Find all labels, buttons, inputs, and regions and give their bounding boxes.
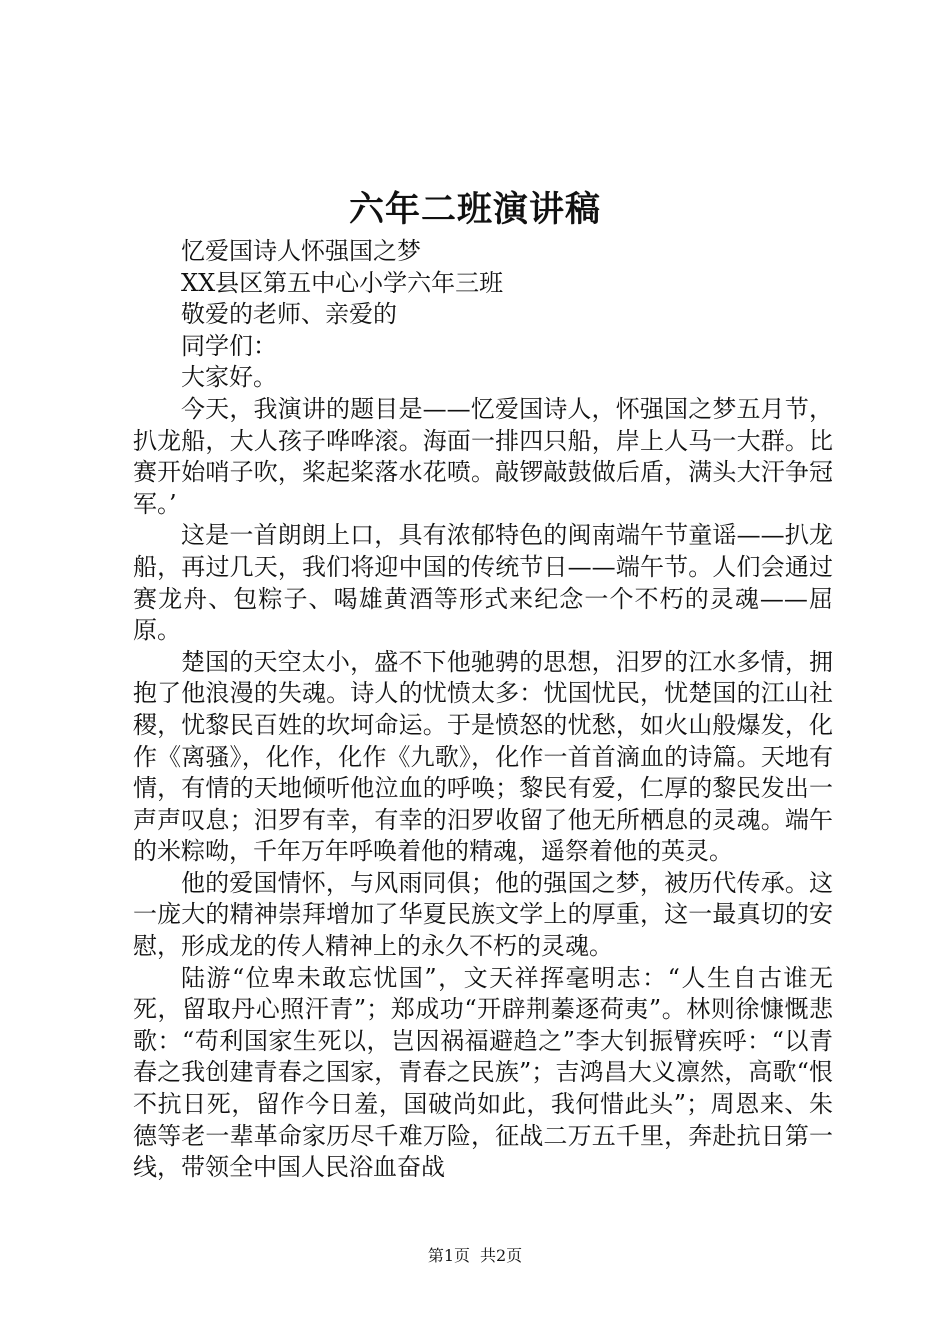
page-number: 第1页 (427, 1246, 470, 1265)
paragraph-nursery-rhyme: 这是一首朗朗上口，具有浓郁特色的闽南端午节童谣——扒龙船，再过几天，我们将迎中国的传统节日——端午节。人们会通过赛龙舟、包粽子、喝雄黄酒等形式来纪念一个不朽的灵魂——屈原。 (133, 521, 833, 645)
salutation-students: 同学们： (181, 331, 277, 360)
page-footer (0, 1246, 950, 1266)
speech-subtitle: 忆爱国诗人怀强国之梦 (181, 237, 421, 265)
paragraph-patriotism: 他的爱国情怀，与风雨同俱；他的强国之梦，被历代传承。这一庞大的精神崇拜增加了华夏民族文学上的厚重，这一最真切的安慰，形成龙的传人精神上的永久不朽的灵魂。 (133, 868, 833, 961)
greeting-line: 大家好。 (181, 363, 277, 392)
school-class-line: XX县区第五中心小学六年三班 (181, 268, 504, 297)
page-total: 共2页 (480, 1246, 523, 1265)
salutation-line: 敬爱的老师、亲爱的 (181, 300, 397, 329)
document-title: 六年二班演讲稿 (348, 189, 601, 230)
paragraph-intro: 今天，我演讲的题目是——忆爱国诗人，怀强国之梦五月节，扒龙船，大人孩子哗哗滚。海面一排四只船，岸上人马一大群。比赛开始哨子吹，桨起桨落水花喷。敲锣敲鼓做后盾，满头大汗争冠军。’ (133, 394, 833, 518)
paragraph-historical-figures: 陆游“位卑未敢忘忧国”，文天祥挥毫明志：“人生自古谁无死，留取丹心照汗青”；郑成功“开辟荆蓁逐荷夷”。林则徐慷慨悲歌：“苟利国家生死以，岂因祸福避趋之”李大钊振臂疾呼：“以青春之我创建青春之国家，青春之民族”；吉鸿昌大义凛然，高歌“恨不抗日死，留作今日羞，国破尚如此，我何惜此头”；周恩来、朱德等老一辈革命家历尽千难万险，征战二万五千里，奔赴抗日第一线，带领全中国人民浴血奋战 (133, 963, 833, 1182)
document-body (133, 236, 833, 1184)
paragraph-chu-state: 楚国的天空太小，盛不下他驰骋的思想，汨罗的江水多情，拥抱了他浪漫的失魂。诗人的忧愤太多：忧国忧民，忧楚国的江山社稷，忧黎民百姓的坎坷命运。于是愤怒的忧愁，如火山般爆发，化作《离骚》，化作，化作《九歌》，化作一首首滴血的诗篇。天地有情，有情的天地倾听他泣血的呼唤；黎民有爱，仁厚的黎民发出一声声叹息；汨罗有幸，有幸的汨罗收留了他无所栖息的灵魂。端午的米粽呦，千年万年呼唤着他的精魂，遥祭着他的英灵。 (133, 647, 833, 866)
